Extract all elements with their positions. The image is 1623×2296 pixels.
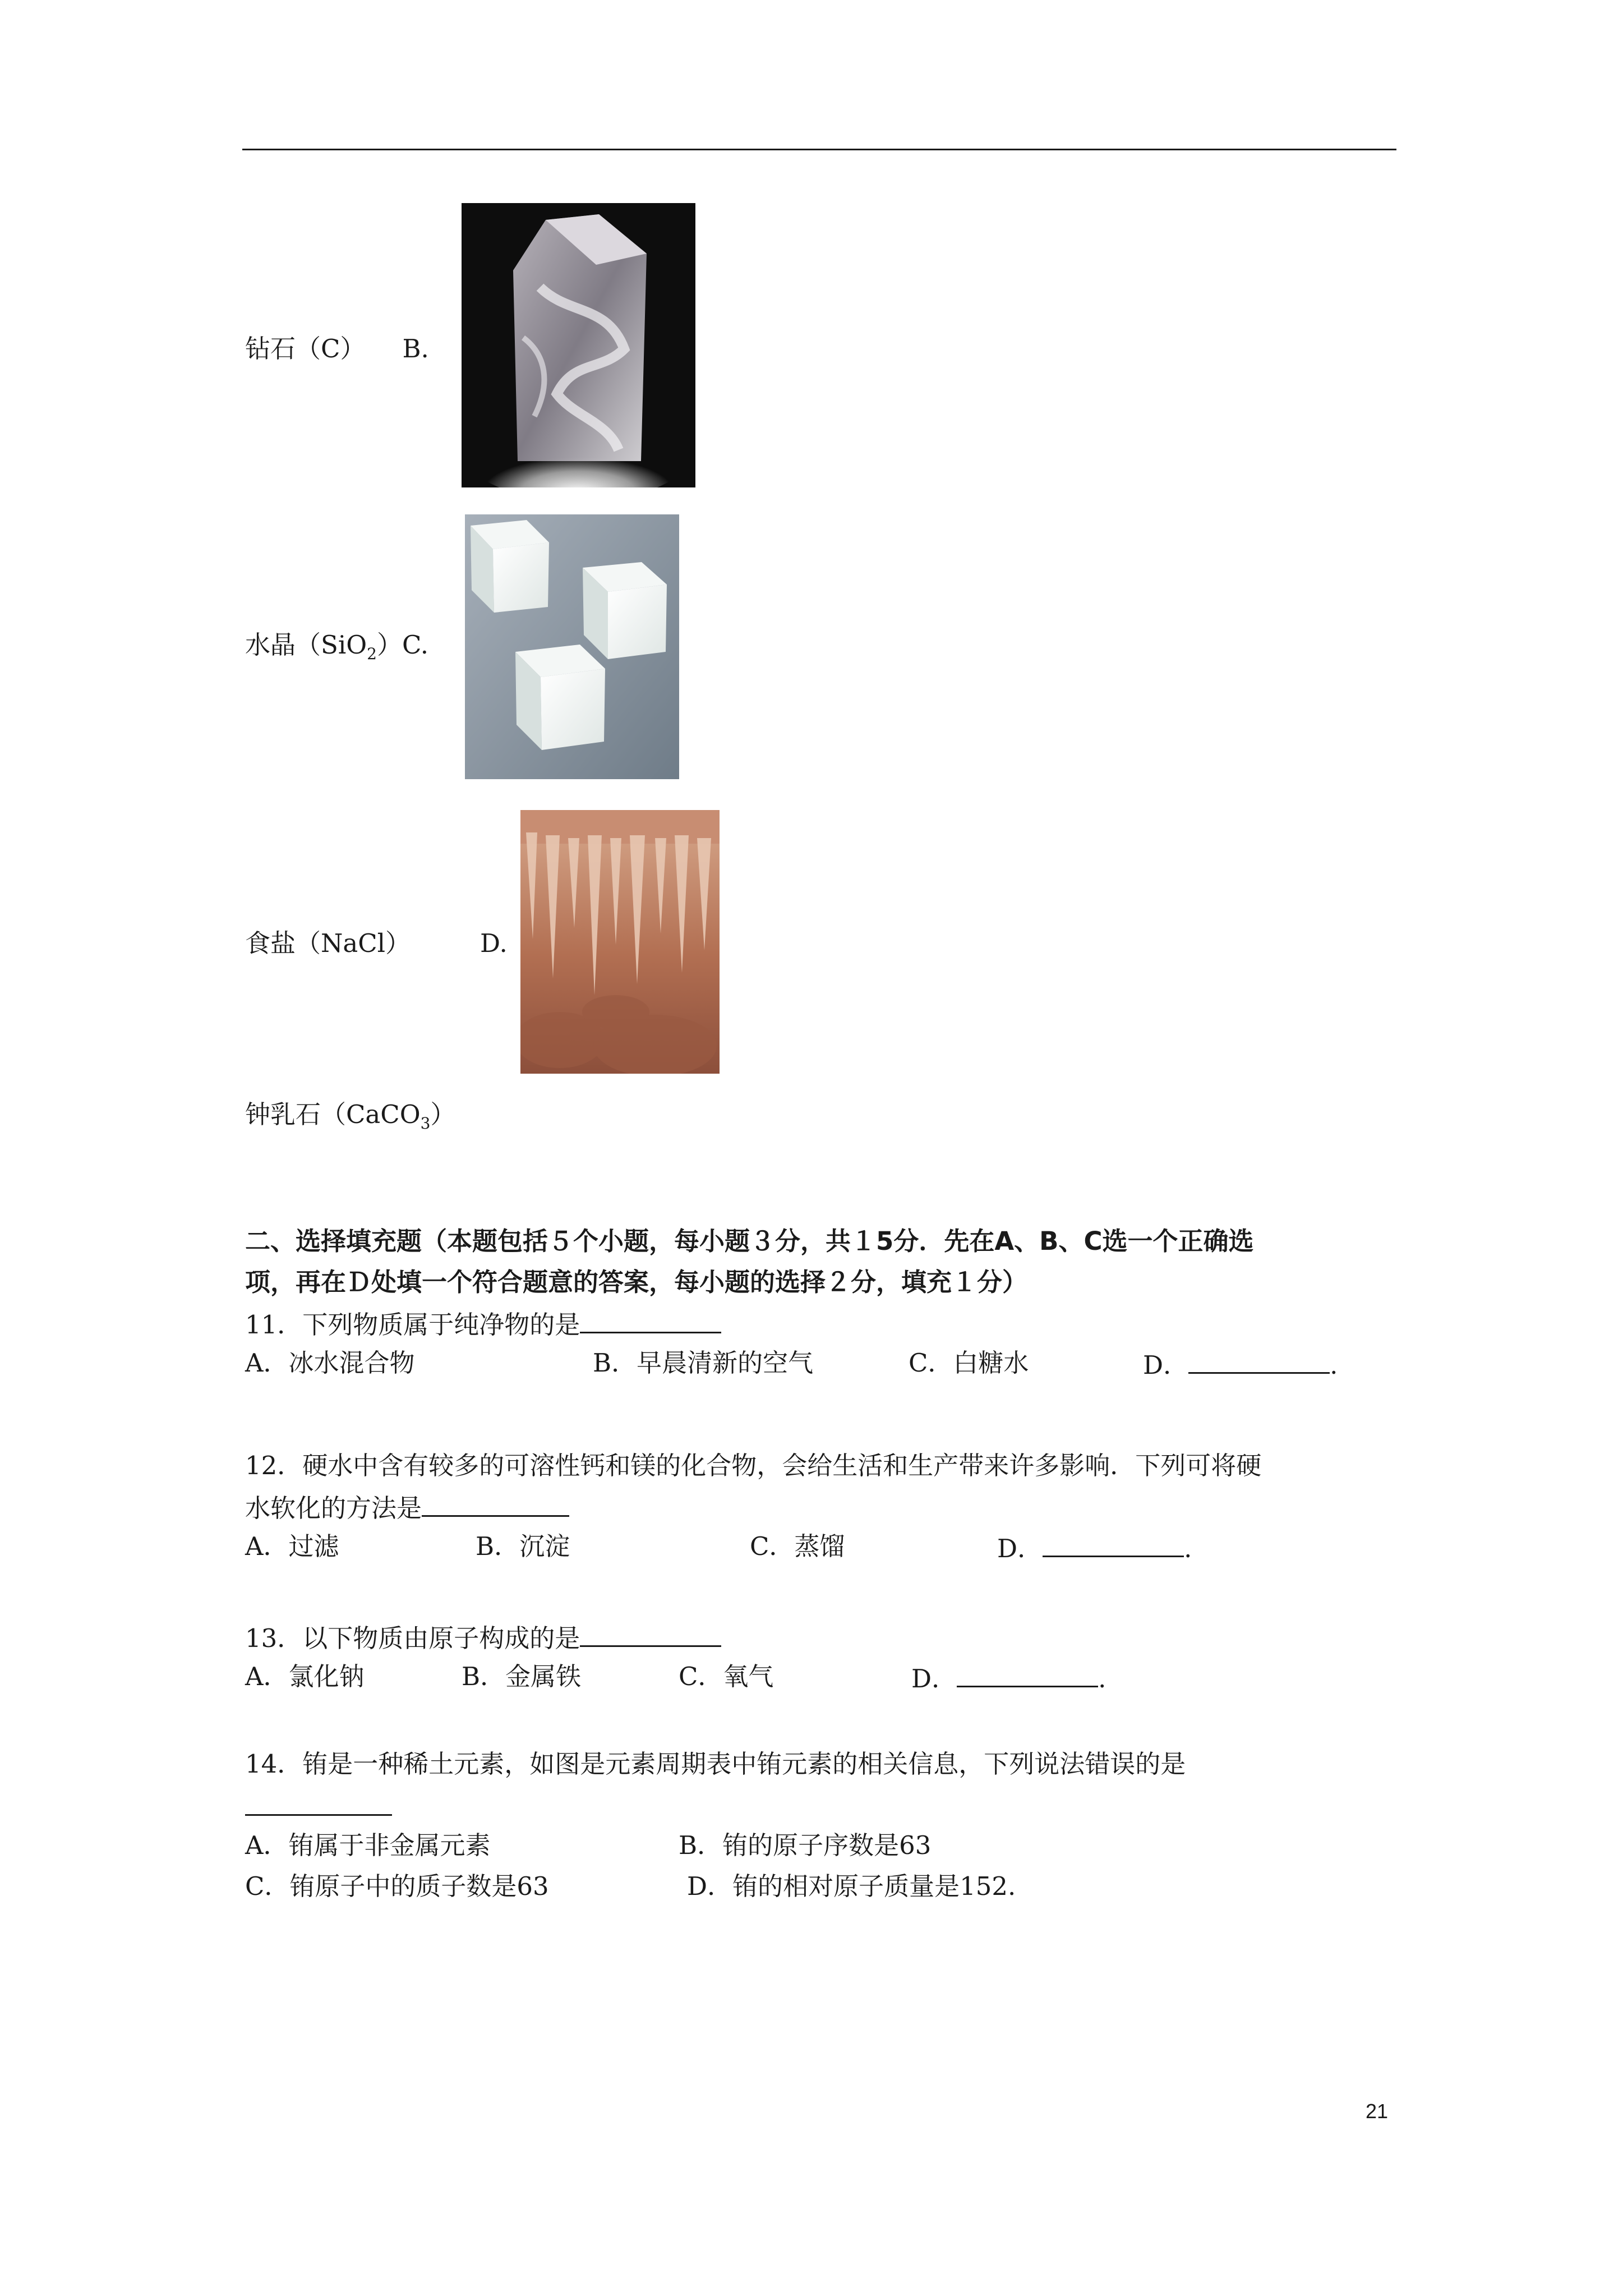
answer-blank-12[interactable]: [422, 1489, 569, 1517]
question-14-option-a: A．铕属于非金属元素: [245, 1830, 491, 1860]
question-14-option-c: C．铕原子中的质子数是63: [245, 1871, 549, 1901]
question-11-option-a: A．冰水混合物: [245, 1348, 415, 1378]
question-14-stem: 14．铕是一种稀土元素，如图是元素周期表中铕元素的相关信息，下列说法错误的是: [245, 1749, 1186, 1779]
question-13-option-c: C．氧气: [679, 1662, 774, 1691]
page-number: 21: [1366, 2100, 1389, 2123]
question-14-option-b: B．铕的原子序数是63: [679, 1830, 932, 1860]
stalactite-photo: [520, 810, 720, 1074]
header-rule: [242, 149, 1396, 150]
quartz-photo: [465, 514, 679, 779]
question-11-option-c: C．白糖水: [909, 1348, 1029, 1378]
question-11-option-b: B．早晨清新的空气: [593, 1348, 814, 1378]
question-12-option-b: B．沉淀: [476, 1531, 570, 1561]
question-12-option-d: D． .: [997, 1530, 1192, 1566]
option-d-label: D.: [480, 928, 508, 958]
answer-blank-13[interactable]: [580, 1619, 721, 1647]
question-13-option-d: D． .: [911, 1660, 1106, 1696]
question-14-option-d: D．铕的相对原子质量是152.: [687, 1871, 1016, 1901]
question-11-option-d: D． .: [1143, 1346, 1338, 1382]
option-d-blank-13[interactable]: [957, 1660, 1098, 1687]
option-d-blank-11[interactable]: [1188, 1346, 1330, 1374]
question-13-option-b: B．金属铁: [462, 1662, 582, 1691]
question-12-stem-line-2: 水软化的方法是: [245, 1489, 569, 1525]
quartz-label: 水晶（SiO$_2$）C.: [245, 630, 429, 663]
option-d-blank-12[interactable]: [1043, 1530, 1184, 1557]
question-11-stem: 11．下列物质属于纯净物的是: [245, 1306, 721, 1342]
question-13-stem: 13．以下物质由原子构成的是: [245, 1619, 721, 1655]
stalactite-label: 钟乳石（CaCO$_3$）: [245, 1099, 456, 1133]
question-12-stem-line-1: 12．硬水中含有较多的可溶性钙和镁的化合物，会给生活和生产带来许多影响．下列可将硬: [245, 1451, 1262, 1480]
answer-blank-11[interactable]: [580, 1306, 721, 1333]
question-13-option-a: A．氯化钠: [245, 1662, 365, 1691]
question-12-option-a: A．过滤: [245, 1531, 339, 1561]
answer-blank-14[interactable]: [245, 1788, 392, 1816]
question-14-blank-line: [245, 1788, 392, 1824]
crystal-photo: [462, 203, 695, 487]
option-b-label: B.: [402, 334, 429, 364]
diamond-label: 钻石（C） B.: [245, 334, 429, 364]
section-heading-line-1: 二、选择填充题（本题包括５个小题，每小题３分，共１5分．先在A、B、C选一个正确选: [245, 1226, 1254, 1256]
section-heading-line-2: 项，再在Ｄ处填一个符合题意的答案，每小题的选择２分，填充１分）: [245, 1267, 1028, 1297]
salt-label: 食盐（NaCl） D.: [245, 928, 508, 958]
question-12-option-c: C．蒸馏: [750, 1531, 845, 1561]
